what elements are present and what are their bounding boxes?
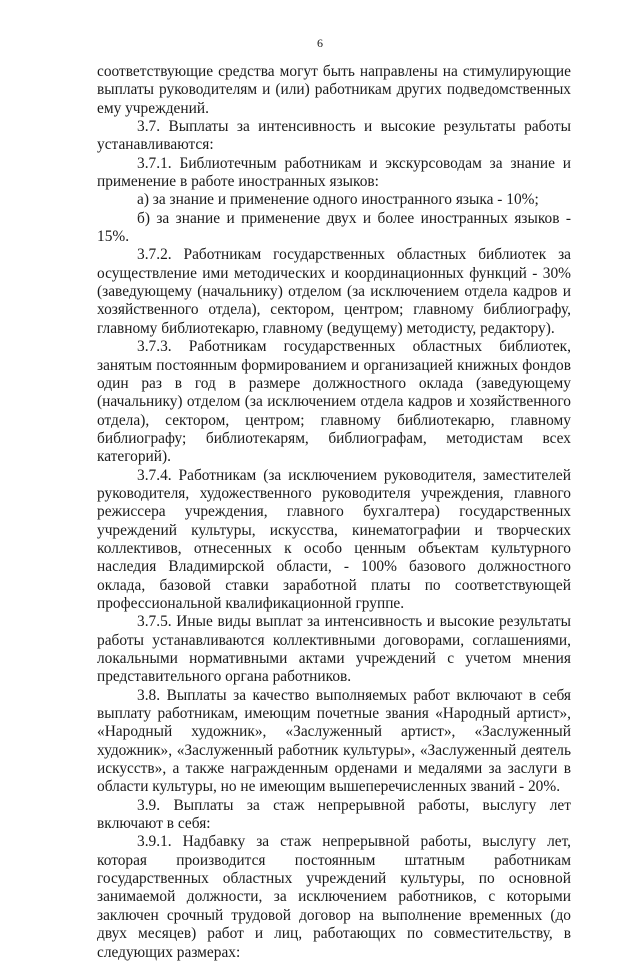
paragraph-3-7-4: 3.7.4. Работникам (за исключением руководителя, заместителей руководителя, художественного руководителя учреждения, главного режиссера учреждения, главного бухгалтера) государственных учреждений культуры, искусства, кинематографии и творческих коллективов, отнесенных к особо ценным объектам культурного наследия Владимирской области, - 100% базового должностного оклада, базовой ставки заработной платы по соответствующей профессиональной квалификационной группе. — [97, 466, 571, 612]
paragraph-continuation: соответствующие средства могут быть направлены на стимулирующие выплаты руководителям и (или) работникам других подведомственных ему учреждений. — [97, 63, 571, 117]
paragraph-3-7-2: 3.7.2. Работникам государственных областных библиотек за осуществление ими методических и координационных функций - 30% (заведующему (начальнику) отделом (за исключением отдела кадров и хозяйственного отдела), сектором, центром; главному библиографу, главному библиотекарю, главному (ведущему) методисту, редактору). — [97, 246, 571, 337]
paragraph-3-7-5: 3.7.5. Иные виды выплат за интенсивность и высокие результаты работы устанавливаются коллективными договорами, соглашениями, локальными нормативными актами учреждений с учетом мнения представительного органа работников. — [97, 613, 571, 686]
list-item-b: б) за знание и применение двух и более иностранных языков - 15%. — [97, 209, 571, 246]
page-number: 6 — [317, 36, 323, 50]
paragraph-3-8: 3.8. Выплаты за качество выполняемых работ включают в себя выплату работникам, имеющим почетные звания «Народный артист», «Народный художник», «Заслуженный артист», «Заслуженный художник», «Заслуженный работник культуры», «Заслуженный деятель искусств», а также награжденным орденами и медалями за заслуги в области культуры, но не имеющим вышеперечисленных званий - 20%. — [97, 686, 571, 796]
paragraph-3-7: 3.7. Выплаты за интенсивность и высокие результаты работы устанавливаются: — [97, 118, 571, 154]
paragraph-3-7-1: 3.7.1. Библиотечным работникам и экскурсоводам за знание и применение в работе иностранных языков: — [97, 154, 571, 191]
paragraph-3-9-1: 3.9.1. Надбавку за стаж непрерывной работы, выслугу лет, которая производится постоянным штатным работникам государственных областных учреждений культуры, по основной занимаемой должности, за исключением работников, с которыми заключен срочный трудовой договор на выполнение временных (до двух месяцев) работ и лиц, работающих по совместительству, в следующих размерах: — [97, 833, 571, 961]
paragraph-3-7-3: 3.7.3. Работникам государственных областных библиотек, занятым постоянным формированием и организацией книжных фондов один раз в год в размере должностного оклада (заведующему (начальнику) отделом (за исключением отдела кадров и хозяйственного отдела), сектором, центром; главному библиотекарю, главному библиографу; библиотекарям, библиографам, методистам всех категорий). — [97, 338, 571, 466]
list-item-a: а) за знание и применение одного иностранного языка - 10%; — [137, 191, 539, 209]
paragraph-3-9: 3.9. Выплаты за стаж непрерывной работы, выслугу лет включают в себя: — [97, 796, 571, 833]
document-body — [97, 63, 571, 962]
